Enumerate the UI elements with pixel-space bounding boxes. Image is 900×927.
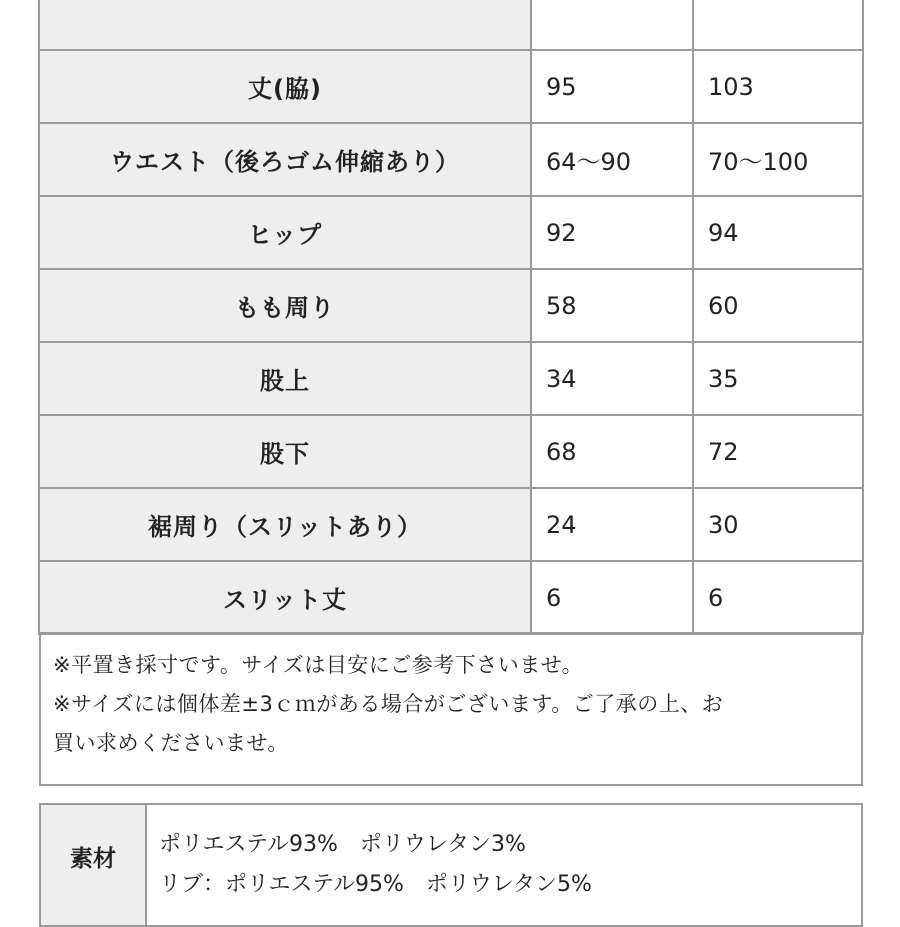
- table-row: [39, 561, 863, 634]
- table-row: [39, 488, 863, 561]
- note-line: ※サイズには個体差±3ｃｍがある場合がございます。ご了承の上、お: [53, 692, 724, 716]
- size-notes-box: [39, 632, 863, 786]
- size-s-value: 6: [531, 561, 693, 634]
- size-s-value: 34: [531, 342, 693, 415]
- table-row: [39, 196, 863, 269]
- note-line: 買い求めくださいませ。: [53, 731, 289, 755]
- size-m-value: 35: [693, 342, 863, 415]
- table-row: [39, 123, 863, 196]
- row-label: もも周り: [39, 269, 531, 342]
- size-table: [38, 0, 864, 635]
- row-label: ヒップ: [39, 196, 531, 269]
- size-m-value: 94: [693, 196, 863, 269]
- material-label: 素材: [41, 805, 147, 925]
- size-s-value: 24: [531, 488, 693, 561]
- table-row: [39, 0, 863, 50]
- material-table: [39, 803, 863, 927]
- size-m-value: 30: [693, 488, 863, 561]
- size-s-value: 64〜90: [531, 123, 693, 196]
- size-s-value: [531, 0, 693, 50]
- table-row: [39, 50, 863, 123]
- row-label: 股上: [39, 342, 531, 415]
- table-row: [39, 269, 863, 342]
- size-m-value: 70〜100: [693, 123, 863, 196]
- row-label: 裾周り（スリットあり）: [39, 488, 531, 561]
- row-label: 股下: [39, 415, 531, 488]
- material-line: ポリエステル93% ポリウレタン3%: [159, 832, 526, 857]
- table-row: [39, 342, 863, 415]
- size-s-value: 92: [531, 196, 693, 269]
- size-m-value: 6: [693, 561, 863, 634]
- size-s-value: 58: [531, 269, 693, 342]
- material-line: リブ：ポリエステル95% ポリウレタン5%: [159, 872, 592, 897]
- size-s-value: 68: [531, 415, 693, 488]
- table-row: [39, 415, 863, 488]
- size-m-value: 103: [693, 50, 863, 123]
- size-m-value: 60: [693, 269, 863, 342]
- row-label: 丈(脇): [39, 50, 531, 123]
- row-label: [39, 0, 531, 50]
- material-values: [147, 805, 592, 925]
- note-line: ※平置き採寸です。サイズは目安にご参考下さいませ。: [53, 653, 584, 677]
- row-label: スリット丈: [39, 561, 531, 634]
- size-m-value: [693, 0, 863, 50]
- size-m-value: 72: [693, 415, 863, 488]
- row-label: ウエスト（後ろゴム伸縮あり）: [39, 123, 531, 196]
- size-s-value: 95: [531, 50, 693, 123]
